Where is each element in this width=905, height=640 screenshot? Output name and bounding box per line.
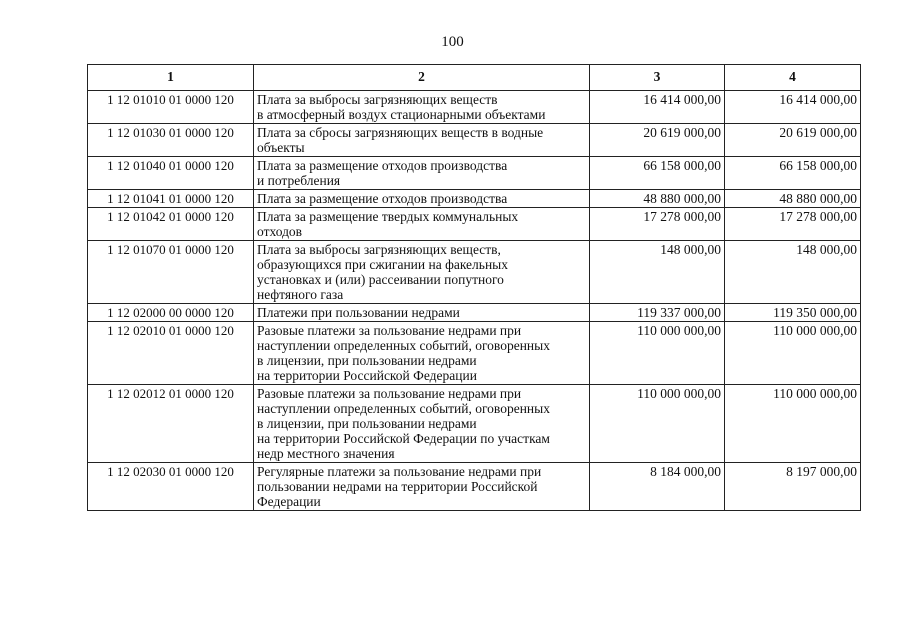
revenue-table	[87, 64, 861, 511]
budget-code-cell: 1 12 02000 00 0000 120	[88, 304, 254, 322]
table-header-row	[88, 65, 861, 91]
amount-col3-cell: 8 184 000,00	[590, 463, 725, 511]
revenue-name-cell: Разовые платежи за пользование недрами при наступлении определенных событий, оговоренных в лицензии, при пользовании недрами на территории Российской Федерации по участкам недр местного значения	[254, 385, 590, 463]
revenue-name-cell: Плата за сбросы загрязняющих веществ в водные объекты	[254, 124, 590, 157]
amount-col4-cell: 16 414 000,00	[725, 91, 861, 124]
table-row	[88, 322, 861, 385]
budget-code-cell: 1 12 01040 01 0000 120	[88, 157, 254, 190]
budget-code-cell: 1 12 02030 01 0000 120	[88, 463, 254, 511]
amount-col3-cell: 110 000 000,00	[590, 385, 725, 463]
revenue-name-cell: Плата за размещение отходов производства	[254, 190, 590, 208]
revenue-name-cell: Плата за выбросы загрязняющих веществ в атмосферный воздух стационарными объектами	[254, 91, 590, 124]
table-row	[88, 124, 861, 157]
amount-col4-cell: 119 350 000,00	[725, 304, 861, 322]
column-header-1: 1	[88, 65, 254, 91]
budget-code-cell: 1 12 01042 01 0000 120	[88, 208, 254, 241]
amount-col4-cell: 148 000,00	[725, 241, 861, 304]
amount-col4-cell: 66 158 000,00	[725, 157, 861, 190]
table-row	[88, 208, 861, 241]
revenue-name-cell: Платежи при пользовании недрами	[254, 304, 590, 322]
amount-col3-cell: 110 000 000,00	[590, 322, 725, 385]
budget-code-cell: 1 12 02012 01 0000 120	[88, 385, 254, 463]
budget-code-cell: 1 12 01030 01 0000 120	[88, 124, 254, 157]
amount-col3-cell: 17 278 000,00	[590, 208, 725, 241]
column-header-4: 4	[725, 65, 861, 91]
revenue-name-cell: Регулярные платежи за пользование недрами при пользовании недрами на территории Российской Федерации	[254, 463, 590, 511]
column-header-2: 2	[254, 65, 590, 91]
amount-col3-cell: 16 414 000,00	[590, 91, 725, 124]
revenue-name-cell: Плата за выбросы загрязняющих веществ, образующихся при сжигании на факельных установках и (или) рассеивании попутного нефтяного газа	[254, 241, 590, 304]
amount-col4-cell: 48 880 000,00	[725, 190, 861, 208]
revenue-name-cell: Разовые платежи за пользование недрами при наступлении определенных событий, оговоренных в лицензии, при пользовании недрами на территории Российской Федерации	[254, 322, 590, 385]
amount-col4-cell: 8 197 000,00	[725, 463, 861, 511]
amount-col3-cell: 66 158 000,00	[590, 157, 725, 190]
budget-code-cell: 1 12 01010 01 0000 120	[88, 91, 254, 124]
table-row	[88, 190, 861, 208]
budget-code-cell: 1 12 01041 01 0000 120	[88, 190, 254, 208]
revenue-name-cell: Плата за размещение твердых коммунальных отходов	[254, 208, 590, 241]
budget-code-cell: 1 12 01070 01 0000 120	[88, 241, 254, 304]
table-row	[88, 91, 861, 124]
amount-col3-cell: 48 880 000,00	[590, 190, 725, 208]
table-row	[88, 241, 861, 304]
amount-col3-cell: 148 000,00	[590, 241, 725, 304]
page-number: 100	[441, 34, 464, 50]
table-row	[88, 385, 861, 463]
column-header-3: 3	[590, 65, 725, 91]
amount-col3-cell: 119 337 000,00	[590, 304, 725, 322]
revenue-name-cell: Плата за размещение отходов производства и потребления	[254, 157, 590, 190]
amount-col4-cell: 110 000 000,00	[725, 322, 861, 385]
table-row	[88, 304, 861, 322]
budget-code-cell: 1 12 02010 01 0000 120	[88, 322, 254, 385]
amount-col4-cell: 20 619 000,00	[725, 124, 861, 157]
table-row	[88, 157, 861, 190]
amount-col4-cell: 17 278 000,00	[725, 208, 861, 241]
amount-col4-cell: 110 000 000,00	[725, 385, 861, 463]
table-row	[88, 463, 861, 511]
amount-col3-cell: 20 619 000,00	[590, 124, 725, 157]
